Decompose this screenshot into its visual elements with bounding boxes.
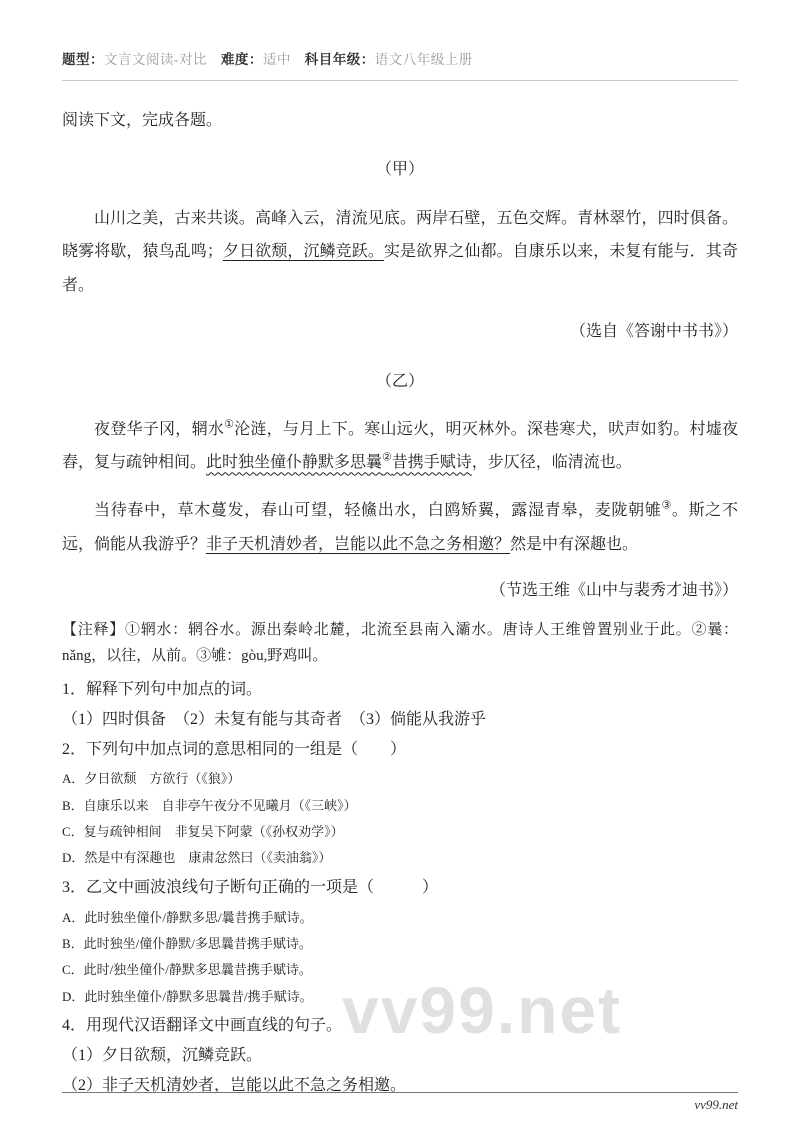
yi-text: 。斯之不远，倘能从我游乎？ <box>62 501 738 553</box>
question-3-option-a: A．此时独坐僮仆/静默多思/曩昔携手赋诗。 <box>62 909 313 925</box>
yi-paragraph-2 <box>62 494 738 561</box>
question-1: 1．解释下列句中加点的词。 <box>62 680 263 698</box>
jia-paragraph <box>62 202 738 303</box>
question-3-option-d: D．此时独坐僮仆/静默多思曩昔/携手赋诗。 <box>62 988 313 1004</box>
question-4-item-1: （1）夕日欲颓，沉鳞竞跃。 <box>62 1047 263 1064</box>
question-4: 4．用现代汉语翻译文中画直线的句子。 <box>62 1017 343 1035</box>
yi-source: （节选王维《山中与裴秀才迪书》） <box>489 582 738 600</box>
yi-wavy-text: 昔携手赋诗 <box>391 454 472 472</box>
meta-header <box>62 50 738 70</box>
page-content <box>62 50 738 1099</box>
footnote-mark-3: ③ <box>661 499 672 512</box>
meta-value: 适中 <box>262 52 291 67</box>
notes-paragraph: 【注释】①辋水：辋谷水。源出秦岭北麓，北流至县南入灞水。唐诗人王维曾置别业于此。②曩：nǎng，以往，从前。③雊：gòu,野鸡叫。 <box>62 622 738 664</box>
header-rule <box>62 80 738 81</box>
question-2: 2．下列句中加点词的意思相同的一组是（ ） <box>62 740 407 758</box>
jia-underlined-sentence: 夕日欲颓，沉鳞竞跃。 <box>222 243 384 261</box>
meta-label: 题型： <box>62 52 104 67</box>
meta-field-subject-grade <box>305 52 473 67</box>
meta-label: 科目年级： <box>304 52 375 67</box>
meta-field-difficulty <box>221 52 291 67</box>
watermark: vv99.net <box>342 973 623 1047</box>
question-2-option-d: D．然是中有深趣也 康肃忿然曰（《卖油翁》） <box>62 850 332 866</box>
jia-source: （选自《答谢中书书》） <box>569 323 738 341</box>
question-1-items: （1）四时俱备 （2）未复有能与其奇者 （3）倘能从我游乎 <box>62 710 487 728</box>
jia-text: 山川之美，古来共谈。高峰入云，清流见底。两岸石壁，五色交辉。青林翠竹，四时俱备。晓雾将歇，猿鸟乱鸣； <box>62 209 738 261</box>
question-3-option-b: B．此时独坐/僮仆静默/多思曩昔携手赋诗。 <box>62 936 312 952</box>
jia-text: 实是欲界之仙都。自康乐以来，未复有能与．其奇者。 <box>62 243 738 294</box>
footnote-mark-1: ① <box>224 418 235 431</box>
footnote-mark-2: ② <box>382 452 392 465</box>
reading-intro: 阅读下文，完成各题。 <box>62 112 223 130</box>
question-3: 3．乙文中画波浪线句子断句正确的一项是（ ） <box>62 878 439 896</box>
yi-underlined-sentence: 非子天机清妙者，岂能以此不急之务相邀？ <box>206 535 511 553</box>
page-footer <box>62 1092 738 1113</box>
yi-wavy-sentence <box>206 454 472 471</box>
footer-rule <box>62 1092 738 1093</box>
meta-field-question-type <box>62 52 207 67</box>
meta-value: 语文八年级上册 <box>374 52 473 67</box>
yi-paragraph-1 <box>62 413 738 480</box>
footer-site-text: vv99.net <box>694 1097 738 1112</box>
question-2-option-a: A．夕日欲颓 方欲行（《狼》） <box>62 771 241 787</box>
question-4-item-2: （2）非子天机清妙者，岂能以此不急之务相邀。 <box>62 1076 407 1094</box>
yi-text: 然是中有深趣也。 <box>510 535 639 553</box>
section-yi-title: （乙） <box>375 372 424 390</box>
question-2-option-b: B．自康乐以来 自非亭午夜分不见曦月（《三峡》） <box>62 797 357 813</box>
yi-text: 沦涟，与月上下。寒山远火，明灭林外。深巷寒犬，吠声如豹。村墟夜舂，复与疏钟相间。 <box>62 420 738 472</box>
question-2-option-c: C．复与疏钟相间 非复吴下阿蒙（《孙权劝学》） <box>62 824 344 840</box>
yi-wavy-text: 此时独坐僮仆静默多思曩 <box>206 454 383 472</box>
meta-label: 难度： <box>220 52 263 67</box>
yi-text: 夜登华子冈，辋水 <box>94 420 225 438</box>
question-3-option-c: C．此时/独坐僮仆/静默多思曩昔携手赋诗。 <box>62 962 312 978</box>
yi-text: ，步仄径，临清流也。 <box>471 454 632 472</box>
meta-value: 文言文阅读-对比 <box>104 52 207 67</box>
yi-text: 当待春中，草木蔓发，春山可望，轻鯈出水，白鸥矫翼，露湿青皋，麦陇朝雊 <box>94 501 662 519</box>
section-jia-title: （甲） <box>375 161 424 179</box>
